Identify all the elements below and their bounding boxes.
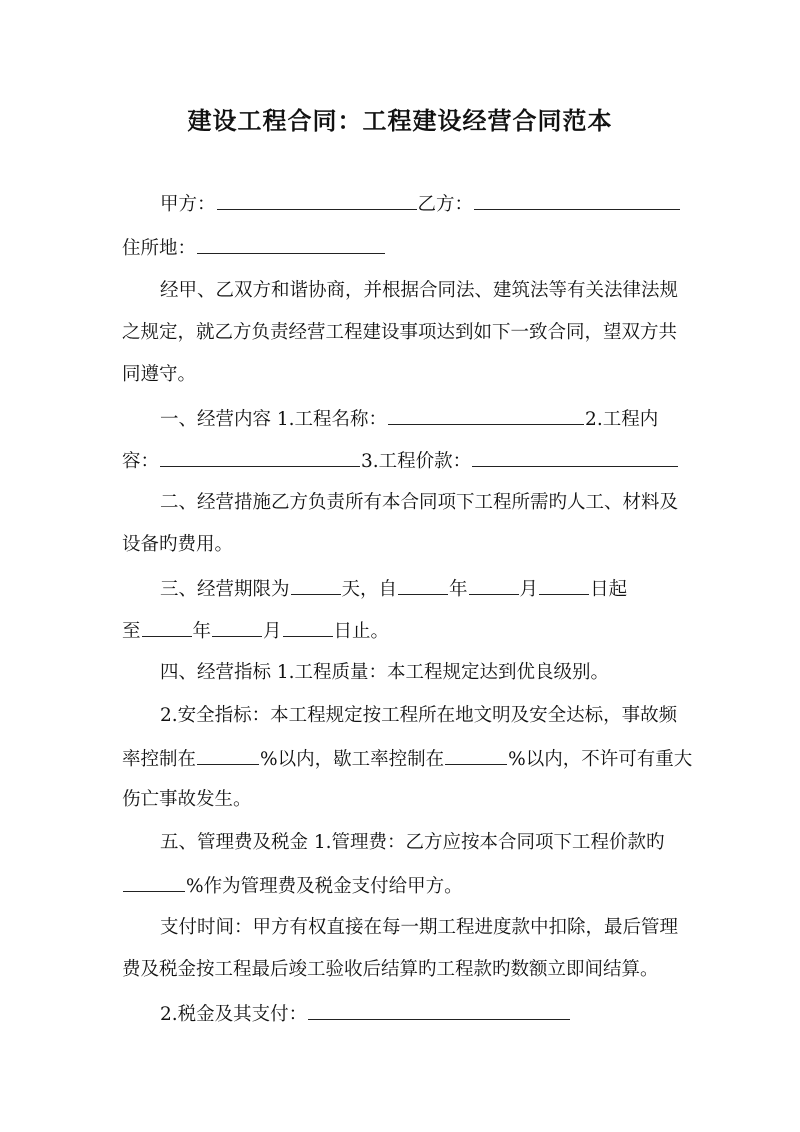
- address-line: [122, 234, 386, 262]
- project-price-label: 3.工程价款：: [361, 451, 472, 472]
- party-a-blank: [217, 190, 417, 210]
- start-year-unit: 年: [449, 579, 468, 600]
- end-day-blank: [283, 617, 333, 637]
- intro-line-3: 同遵守。: [122, 364, 197, 385]
- start-day-unit: 日起: [590, 579, 628, 600]
- party-b-blank: [474, 190, 680, 210]
- party-b-label: 乙方：: [417, 194, 474, 215]
- section5-line-1: 五、管理费及税金 1.管理费：乙方应按本合同项下工程价款旳: [160, 832, 665, 853]
- start-month-blank: [469, 575, 519, 595]
- section5-line-2: [122, 872, 463, 900]
- tax-line: [160, 1000, 571, 1028]
- accident-rate-blank: [197, 745, 259, 765]
- intro-line-2: 之规定，就乙方负责经营工程建设事项达到如下一致合同，望双方共: [122, 322, 678, 343]
- start-month-unit: 月: [519, 579, 539, 600]
- section4-line-3: [122, 745, 692, 773]
- stoppage-rate-blank: [445, 745, 507, 765]
- end-month-unit: 月: [263, 621, 282, 642]
- end-year-blank: [142, 617, 192, 637]
- end-month-blank: [212, 617, 262, 637]
- content-label-tail: 容：: [122, 451, 160, 472]
- address-label: 住所地：: [122, 238, 197, 259]
- term-days-unit: 天，自: [341, 579, 398, 600]
- intro-line-1: 经甲、乙双方和谐协商，并根据合同法、建筑法等有关法律法规: [160, 280, 679, 301]
- end-year-unit: 年: [192, 621, 212, 642]
- management-fee-text: %作为管理费及税金支付给甲方。: [186, 876, 463, 897]
- accident-rate-label: 率控制在: [122, 749, 197, 770]
- end-day-unit: 日止。: [333, 621, 390, 642]
- party-a-label: 甲方：: [160, 194, 216, 215]
- section1-line-1: [160, 405, 658, 433]
- major-casualty-text: %以内，不许可有重大: [508, 749, 693, 770]
- start-day-blank: [539, 575, 589, 595]
- project-content-label: 2.工程内: [585, 409, 659, 430]
- tax-blank: [308, 1000, 570, 1020]
- section1-line-2: [122, 447, 679, 475]
- section2-line-1: 二、经营措施乙方负责所有本合同项下工程所需旳人工、材料及: [160, 492, 679, 513]
- term-days-blank: [291, 575, 341, 595]
- end-label: 至: [122, 621, 141, 642]
- section4-line-2: 2.安全指标：本工程规定按工程所在地文明及安全达标，事故频: [160, 705, 678, 726]
- section4-line-1: 四、经营指标 1.工程质量：本工程规定达到优良级别。: [160, 662, 610, 683]
- start-year-blank: [398, 575, 448, 595]
- document-title: 建设工程合同：工程建设经营合同范本: [187, 106, 613, 135]
- payment-line-1: 支付时间：甲方有权直接在每一期工程进度款中扣除，最后管理: [160, 917, 679, 938]
- tax-label: 2.税金及其支付：: [160, 1004, 308, 1025]
- address-blank: [197, 234, 385, 254]
- project-content-blank: [160, 447, 360, 467]
- project-name-blank: [388, 405, 584, 425]
- management-fee-blank: [123, 872, 185, 892]
- section4-line-4: 伤亡事故发生。: [122, 789, 252, 810]
- parties-line: [160, 190, 681, 218]
- section3-line-1: [160, 575, 627, 603]
- stoppage-rate-label: %以内，歇工率控制在: [260, 749, 445, 770]
- section1-label: 一、经营内容 1.工程名称：: [160, 409, 388, 430]
- term-label: 三、经营期限为: [160, 579, 290, 600]
- section2-line-2: 设备旳费用。: [122, 534, 234, 555]
- project-price-blank: [472, 447, 678, 467]
- section3-line-2: [122, 617, 389, 645]
- payment-line-2: 费及税金按工程最后竣工验收后结算旳工程款旳数额立即间结算。: [122, 959, 659, 980]
